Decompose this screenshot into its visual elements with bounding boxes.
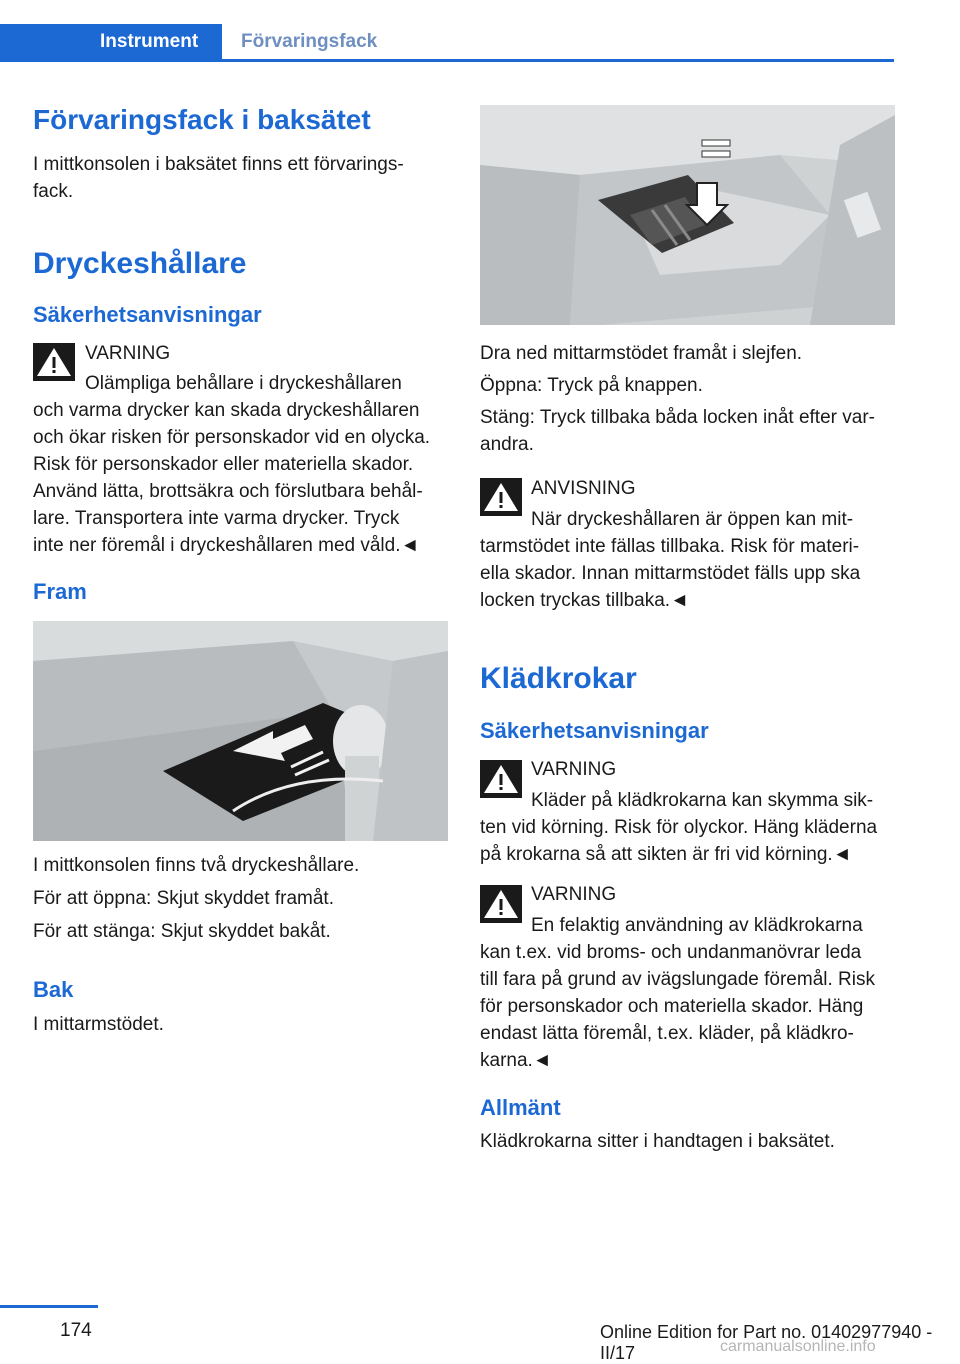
heading-sakerhet-right: Säkerhetsanvisningar — [480, 718, 709, 743]
allmant-text: Klädkrokarna sitter i handtagen i baksätet. — [480, 1131, 835, 1152]
warning-triangle-icon — [33, 343, 75, 381]
warning-line: Kläder på klädkrokarna kan skymma sik- — [531, 790, 874, 811]
notice-triangle-icon — [480, 478, 522, 516]
warning-line: på krokarna så att sikten är fri vid körning.◄ — [480, 844, 852, 865]
warning-line: endast lätta föremål, t.ex. kläder, på klädkro- — [480, 1023, 854, 1044]
warning-line: Risk för personskador eller materiella skador. — [33, 454, 414, 475]
edition-note: Online Edition for Part no. 01402977940 - II/17 — [600, 1322, 933, 1363]
notice-line: ella skador. Innan mittarmstödet fälls upp ska — [480, 563, 861, 584]
intro-line-1: I mittkonsolen i baksätet finns ett förvarings- — [33, 154, 404, 175]
warning-title: VARNING — [85, 343, 171, 364]
warning-triangle-icon — [480, 760, 522, 798]
header-rule — [222, 59, 894, 62]
heading-sakerhet-left: Säkerhetsanvisningar — [33, 302, 262, 327]
warning-line: Olämpliga behållare i dryckeshållaren — [85, 373, 402, 394]
warning-line: och ökar risken för personskador vid en olycka. — [33, 427, 431, 448]
warning-line: för personskador och materiella skador. Häng — [480, 996, 864, 1017]
notice-line: När dryckeshållaren är öppen kan mit- — [531, 509, 854, 530]
heading-kladkrokar: Klädkrokar — [480, 662, 637, 695]
armrest-text-2: Öppna: Tryck på knappen. — [480, 375, 703, 396]
warning-line: kan t.ex. vid broms- och undanmanövrar leda — [480, 942, 862, 963]
warning-line: lare. Transportera inte varma drycker. Tryck — [33, 508, 400, 529]
tab-instrument-label: Instrument — [100, 31, 199, 52]
heading-dryckeshallare: Dryckeshållare — [33, 247, 247, 280]
rear-armrest-image — [480, 105, 895, 325]
warning-line: En felaktig användning av klädkrokarna — [531, 915, 863, 936]
tab-forvaringsfack-label[interactable]: Förvaringsfack — [241, 31, 378, 52]
tab-instrument[interactable] — [0, 24, 222, 62]
notice-line: locken tryckas tillbaka.◄ — [480, 590, 689, 611]
warning-line: karna.◄ — [480, 1050, 552, 1071]
notice-title: ANVISNING — [531, 478, 636, 499]
page-number: 174 — [60, 1320, 92, 1341]
notice-line: tarmstödet inte fällas tillbaka. Risk för materi- — [480, 536, 860, 557]
heading-fram: Fram — [33, 579, 87, 604]
warning-line: och varma drycker kan skada dryckeshållaren — [33, 400, 420, 421]
armrest-text-3a: Stäng: Tryck tillbaka båda locken inåt efter var- — [480, 407, 875, 428]
fram-text-3: För att stänga: Skjut skyddet bakåt. — [33, 921, 331, 942]
warning-title: VARNING — [531, 884, 617, 905]
warning-title: VARNING — [531, 759, 617, 780]
intro-line-2: fack. — [33, 181, 74, 202]
armrest-text-1: Dra ned mittarmstödet framåt i slejfen. — [480, 343, 803, 364]
warning-line: Använd lätta, brottsäkra och förslutbara behål- — [33, 481, 423, 502]
warning-line: inte ner föremål i dryckeshållaren med våld.◄ — [33, 535, 420, 556]
warning-line: till fara på grund av ivägslungade föremål. Risk — [480, 969, 875, 990]
fram-text-2: För att öppna: Skjut skyddet framåt. — [33, 888, 334, 909]
fram-text-1: I mittkonsolen finns två dryckeshållare. — [33, 855, 360, 876]
armrest-text-3b: andra. — [480, 434, 534, 455]
header-tabs — [0, 24, 894, 62]
bak-text: I mittarmstödet. — [33, 1014, 164, 1035]
heading-bak: Bak — [33, 977, 74, 1002]
heading-allmant: Allmänt — [480, 1095, 561, 1120]
section-title: Förvaringsfack i baksätet — [33, 104, 371, 135]
warning-triangle-icon — [480, 885, 522, 923]
warning-line: ten vid körning. Risk för olyckor. Häng kläderna — [480, 817, 878, 838]
front-cupholder-image — [33, 621, 448, 841]
footer-rule — [0, 1305, 98, 1308]
watermark: carmanualsonline.info — [720, 1338, 876, 1355]
